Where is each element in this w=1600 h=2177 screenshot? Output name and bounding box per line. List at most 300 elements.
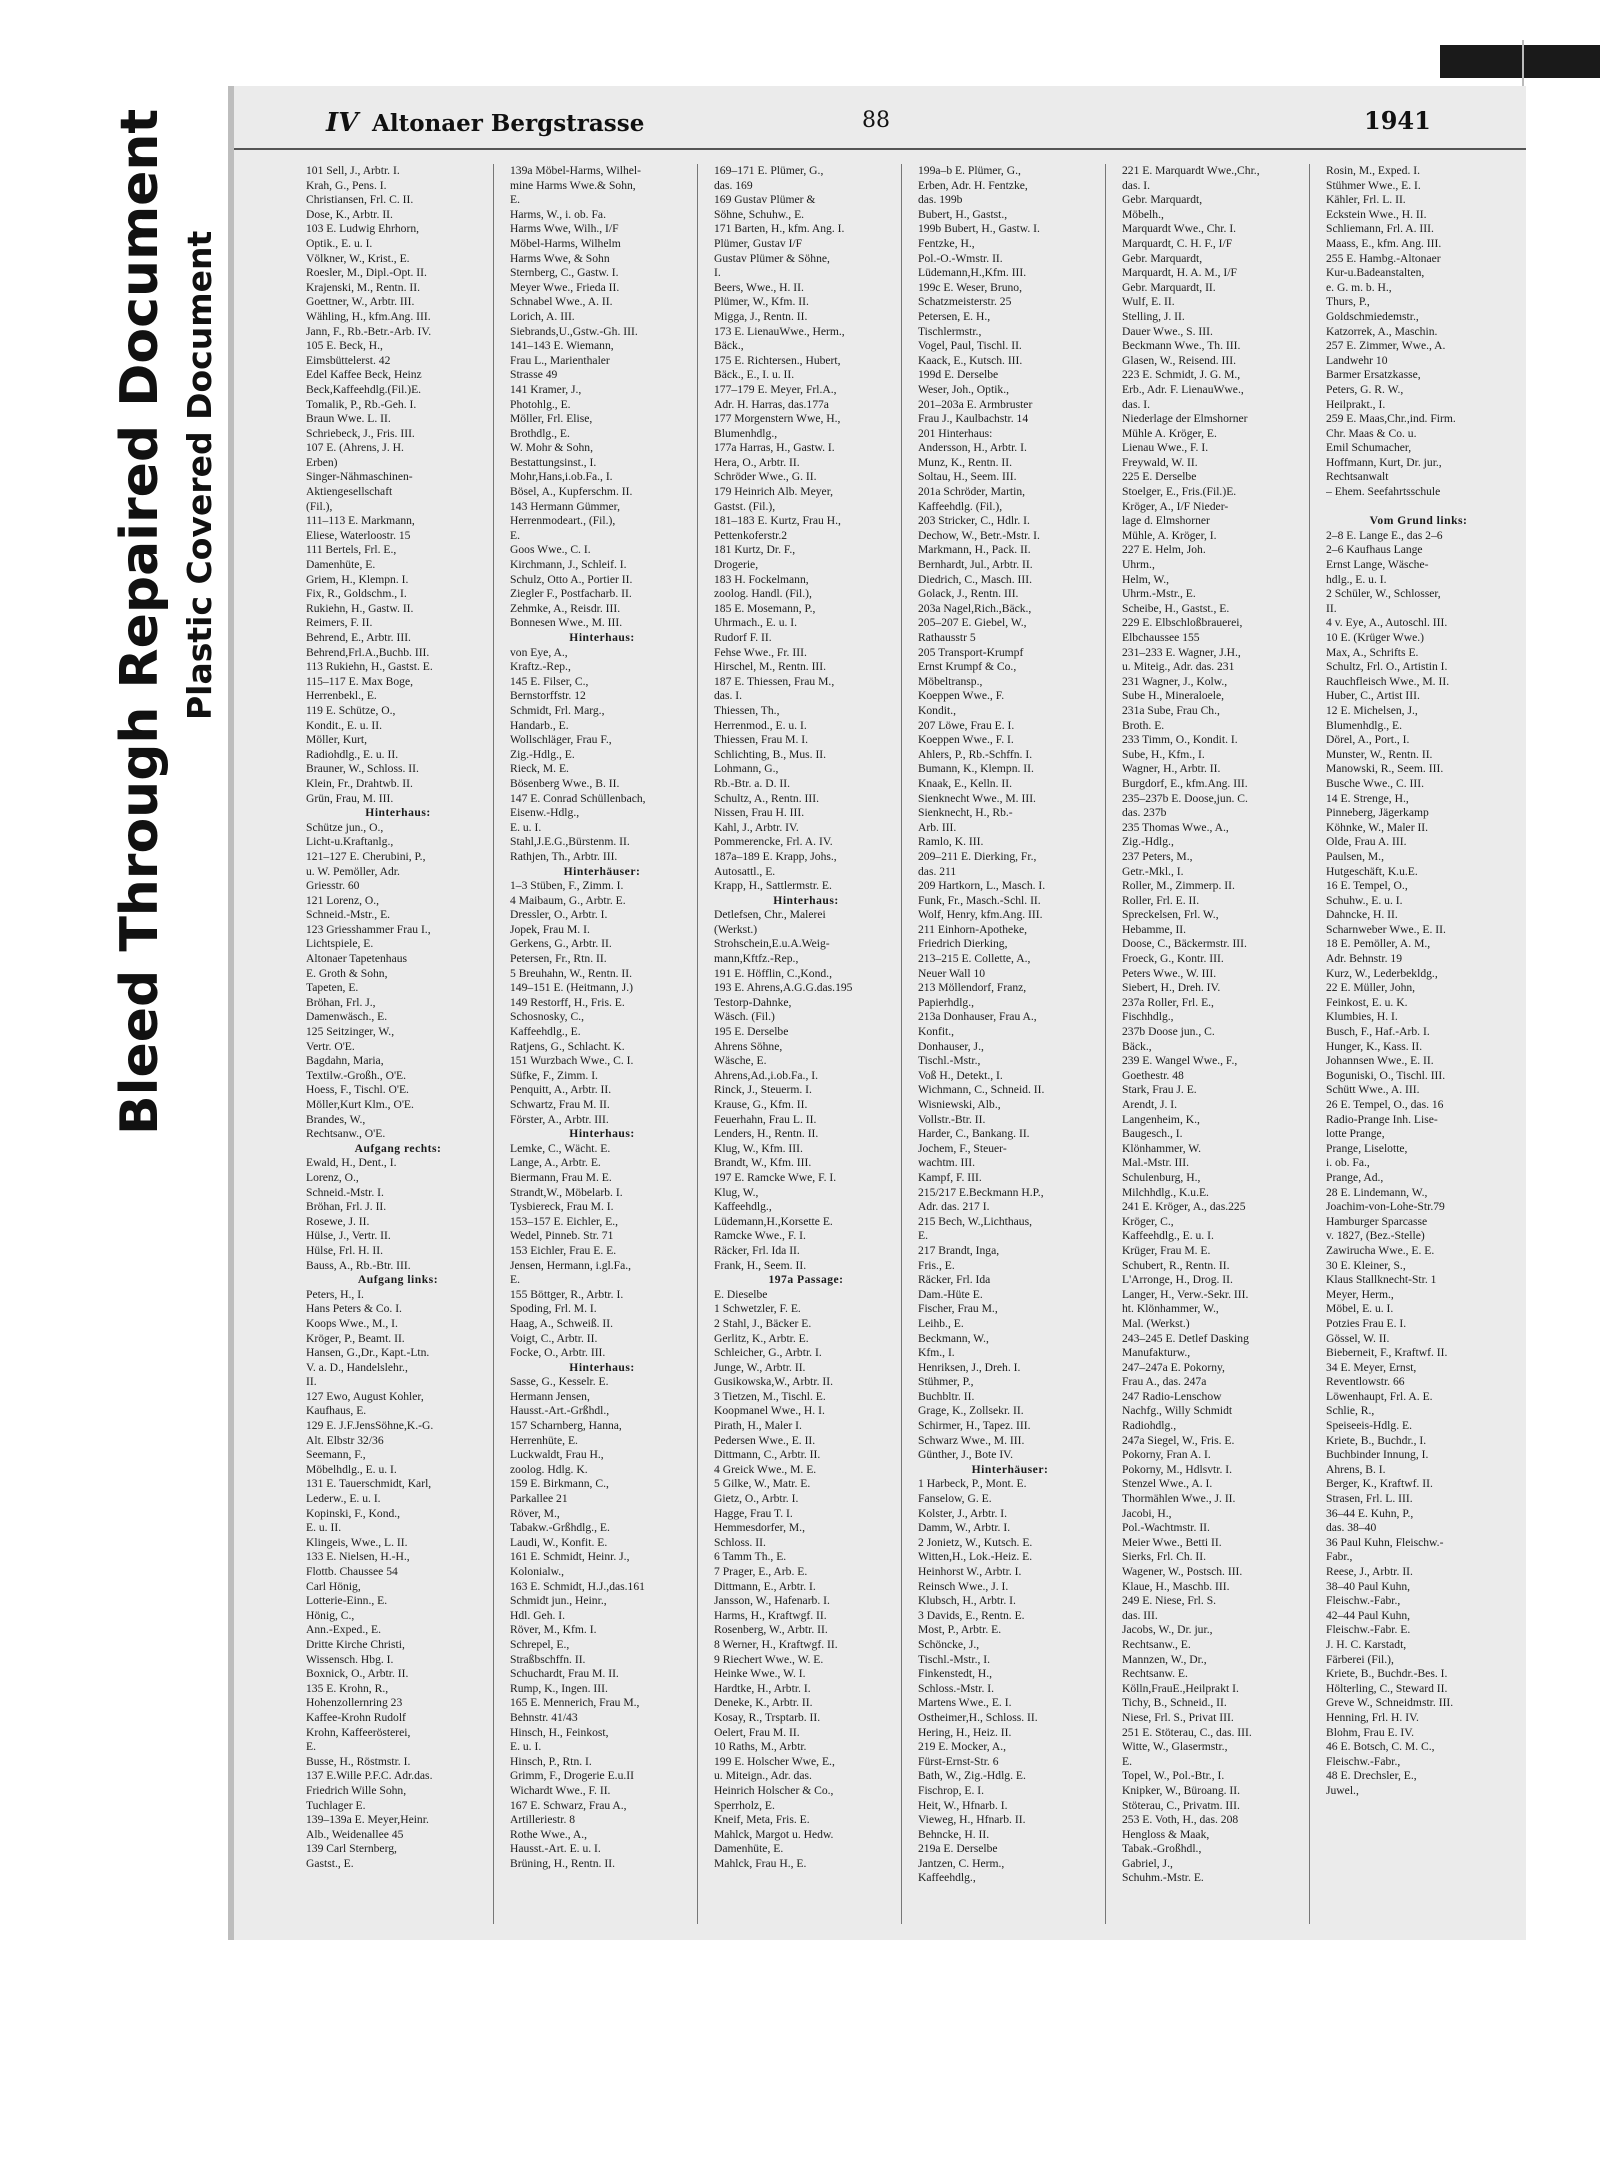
directory-entry: II. bbox=[306, 1375, 317, 1389]
directory-entry: 34 E. Meyer, Ernst, bbox=[1326, 1360, 1417, 1374]
directory-entry: Prange, Ad., bbox=[1326, 1170, 1384, 1184]
directory-entry: Mal.-Mstr. III. bbox=[1122, 1156, 1189, 1170]
directory-entry: Wisniewski, Alb., bbox=[918, 1098, 1001, 1111]
directory-entry: Arendt, J. I. bbox=[1122, 1098, 1178, 1111]
directory-entry: Peters Wwe., W. III. bbox=[1122, 966, 1217, 980]
directory-entry: Jensen, Hermann, i.gl.Fa., bbox=[510, 1258, 632, 1272]
directory-entry: Vom Grund links: bbox=[1369, 514, 1468, 528]
directory-entry: Koops Wwe., M., I. bbox=[306, 1316, 398, 1330]
directory-entry: Frau J., Kaulbachstr. 14 bbox=[918, 412, 1029, 426]
directory-entry: Fischer, Frau M., bbox=[918, 1302, 998, 1316]
directory-entry: Klaus Stallknecht-Str. 1 bbox=[1326, 1273, 1437, 1287]
directory-entry: Möller, Frl. Elise, bbox=[510, 412, 593, 426]
directory-entry: Tysbiereck, Frau M. I. bbox=[510, 1200, 614, 1214]
directory-entry: Hdl. Geh. I. bbox=[510, 1608, 566, 1622]
directory-entry: Hinterhäuser: bbox=[563, 864, 641, 878]
directory-entry: Artilleriestr. 8 bbox=[510, 1813, 576, 1827]
directory-entry: Hohenzollernring 23 bbox=[306, 1696, 403, 1710]
directory-entry: Dittmann, C., Arbtr. II. bbox=[714, 1448, 821, 1462]
directory-entry: Rechtsanwalt bbox=[1326, 470, 1389, 484]
directory-entry: Niederlage der Elmshorner bbox=[1122, 412, 1248, 426]
directory-entry: Fehse Wwe., Fr. III. bbox=[714, 645, 807, 659]
directory-entry: Rb.-Btr. a. D. II. bbox=[714, 776, 790, 790]
directory-entry: Bonnesen Wwe., M. III. bbox=[510, 616, 623, 630]
directory-entry: Eisenw.-Hdlg., bbox=[510, 806, 580, 820]
directory-entry: 155 Böttger, R., Arbtr. I. bbox=[510, 1287, 624, 1301]
directory-entry: Burgdorf, E., kfm.Ang. III. bbox=[1122, 776, 1248, 790]
directory-entry: 111 Bertels, Frl. E., bbox=[306, 543, 397, 557]
directory-entry: Tapeten, E. bbox=[306, 981, 359, 995]
directory-entry: Gabriel, J., bbox=[1122, 1856, 1173, 1870]
directory-entry: Schatzmeisterstr. 25 bbox=[918, 295, 1012, 309]
directory-entry: Sierks, Frl. Ch. II. bbox=[1122, 1550, 1207, 1564]
directory-entry: Bestattungsinst., I. bbox=[510, 455, 597, 469]
directory-entry: i. ob. Fa., bbox=[1326, 1156, 1370, 1170]
directory-entry: Kriete, B., Buchdr.-Bes. I. bbox=[1326, 1667, 1448, 1681]
directory-entry: Fris., E. bbox=[918, 1258, 955, 1272]
directory-entry: Hans Peters & Co. I. bbox=[306, 1302, 402, 1316]
directory-entry: Oelert, Frau M. II. bbox=[714, 1725, 800, 1739]
directory-entry: Henning, Frl. H. IV. bbox=[1326, 1710, 1419, 1724]
directory-entry: Damenhüte, E. bbox=[714, 1842, 784, 1856]
directory-entry: Diedrich, C., Masch. III. bbox=[918, 572, 1032, 586]
directory-entry: Kopinski, F., Kond., bbox=[306, 1506, 401, 1520]
directory-entry: Goos Wwe., C. I. bbox=[510, 543, 591, 557]
directory-entry: Klein, Fr., Drahtwb. II. bbox=[306, 776, 413, 790]
directory-entry: Hamburger Sparcasse bbox=[1326, 1214, 1428, 1228]
directory-entry: 231–233 E. Wagner, J.H., bbox=[1122, 645, 1241, 659]
directory-entry: 4 Maibaum, G., Arbtr. E. bbox=[510, 893, 626, 907]
directory-entry: Harder, C., Bankang. II. bbox=[918, 1127, 1030, 1141]
directory-entry: Zig.-Hdlg., E. bbox=[510, 747, 575, 761]
directory-entry: Prange, Liselotte, bbox=[1326, 1141, 1408, 1155]
directory-entry: Wichardt Wwe., F. II. bbox=[510, 1783, 611, 1797]
directory-entry: Buchbinder Innung, I. bbox=[1326, 1448, 1429, 1462]
directory-entry: 103 E. Ludwig Ehrhorn, bbox=[306, 222, 420, 236]
directory-entry: Kölln,FrauE.,Heilprakt I. bbox=[1122, 1681, 1239, 1695]
directory-entry: Hausst.-Art.-Grßhdl., bbox=[510, 1404, 610, 1418]
directory-entry: Klönhammer, W. bbox=[1122, 1141, 1202, 1155]
directory-entry: Ziegler F., Postfacharb. II. bbox=[510, 587, 632, 601]
directory-entry: Glasen, W., Reisend. III. bbox=[1122, 353, 1236, 367]
directory-entry: Tischl.-Mstr., I. bbox=[918, 1652, 991, 1666]
directory-entry: 253 E. Voth, H., das. 208 bbox=[1122, 1813, 1239, 1827]
directory-column-2 bbox=[510, 164, 698, 1924]
directory-entry: Bernstorffstr. 12 bbox=[510, 689, 586, 703]
directory-entry: Schrepel, E., bbox=[510, 1637, 570, 1651]
directory-entry: Koeppen Wwe., F. I. bbox=[918, 733, 1014, 747]
directory-entry: Behncke, H. II. bbox=[918, 1827, 990, 1841]
directory-entry: Harms, W., i. ob. Fa. bbox=[510, 207, 606, 221]
directory-entry: 233 Timm, O., Kondit. I. bbox=[1122, 733, 1238, 747]
directory-entry: Peters, G. R. W., bbox=[1326, 382, 1404, 396]
directory-entry: Fischhdlg., bbox=[1122, 1010, 1174, 1024]
directory-entry: 195 E. Derselbe bbox=[714, 1025, 789, 1039]
directory-entry: E. bbox=[1122, 1754, 1132, 1768]
directory-entry: Seemann, F., bbox=[306, 1448, 366, 1462]
directory-entry: Hardtke, H., Arbtr. I. bbox=[714, 1681, 811, 1695]
directory-entry: Licht-u.Kraftanlg., bbox=[306, 835, 394, 849]
directory-entry: Meyer Wwe., Frieda II. bbox=[510, 280, 620, 294]
directory-entry: Stühmer Wwe., E. I. bbox=[1326, 178, 1421, 192]
directory-entry: Adr. das. 217 I. bbox=[918, 1200, 990, 1214]
directory-entry: 10 Raths, M., Arbtr. bbox=[714, 1740, 807, 1754]
directory-entry: Sasse, G., Kesselr. E. bbox=[510, 1375, 609, 1389]
directory-entry: II. bbox=[1326, 601, 1337, 615]
directory-entry: 203 Stricker, C., Hdlr. I. bbox=[918, 514, 1030, 528]
directory-entry: 26 E. Tempel, O., das. 16 bbox=[1326, 1098, 1444, 1111]
directory-entry: Hinterhaus: bbox=[569, 631, 635, 644]
directory-entry: Ramlo, K. III. bbox=[918, 835, 984, 849]
directory-entry: Juwel., bbox=[1326, 1783, 1359, 1797]
directory-entry: Lorenz, O., bbox=[306, 1170, 359, 1184]
directory-entry: Barmer Ersatzkasse, bbox=[1326, 368, 1421, 382]
directory-entry: Kaffeehdlg., E. bbox=[510, 1025, 581, 1039]
directory-entry: 2 Schüler, W., Schlosser, bbox=[1326, 587, 1441, 601]
directory-entry: Herrenbekl., E. bbox=[306, 689, 377, 703]
directory-entry: 169 Gustav Plümer & bbox=[714, 193, 816, 207]
directory-entry: Pedersen Wwe., E. II. bbox=[714, 1433, 816, 1447]
directory-entry: 7 Prager, E., Arb. E. bbox=[714, 1565, 808, 1578]
directory-entry: Voß H., Detekt., I. bbox=[918, 1068, 1003, 1082]
directory-entry: 121–127 E. Cherubini, P., bbox=[306, 849, 426, 863]
directory-entry: Zawirucha Wwe., E. E. bbox=[1326, 1243, 1435, 1257]
directory-entry: Wähling, H., kfm.Ang. III. bbox=[306, 309, 431, 323]
directory-entry: lotte Prange, bbox=[1326, 1127, 1385, 1141]
directory-entry: Möller,Kurt Klm., O'E. bbox=[306, 1098, 414, 1111]
directory-entry: Hering, H., Heiz. II. bbox=[918, 1725, 1012, 1739]
directory-entry: 167 E. Schwarz, Frau A., bbox=[510, 1798, 627, 1812]
directory-entry: I. bbox=[714, 266, 721, 280]
directory-entry: 169–171 E. Plümer, G., bbox=[714, 164, 824, 177]
directory-entry: Rauchfleisch Wwe., M. II. bbox=[1326, 674, 1450, 688]
directory-entry: Gietz, O., Arbtr. I. bbox=[714, 1492, 799, 1506]
directory-entry: Frank, H., Seem. II. bbox=[714, 1258, 807, 1272]
directory-entry: Wäsch. (Fil.) bbox=[714, 1010, 775, 1024]
directory-entry: Siebrands,U.,Gstw.-Gh. III. bbox=[510, 324, 638, 338]
directory-entry: Hülse, J., Vertr. II. bbox=[306, 1229, 391, 1243]
directory-entry: Schmidt jun., Heinr., bbox=[510, 1594, 607, 1608]
directory-entry: Bernhardt, Jul., Arbtr. II. bbox=[918, 558, 1033, 572]
directory-entry: ht. Klönhammer, W., bbox=[1122, 1302, 1219, 1316]
directory-entry: Lienau Wwe., F. I. bbox=[1122, 441, 1209, 455]
directory-entry: Grage, K., Zollsekr. II. bbox=[918, 1404, 1024, 1418]
directory-entry: Söhne, Schuhw., E. bbox=[714, 207, 805, 221]
directory-entry: Kaffeehdlg. (Fil.), bbox=[918, 499, 1003, 513]
directory-entry: Blohm, Frau E. IV. bbox=[1326, 1725, 1415, 1739]
directory-entry: Vollstr.-Btr. II. bbox=[918, 1112, 986, 1126]
directory-entry: 215 Bech, W.,Lichthaus, bbox=[918, 1214, 1032, 1228]
directory-entry: 239 E. Wangel Wwe., F., bbox=[1122, 1054, 1238, 1068]
directory-entry: Sienknecht, H., Rb.- bbox=[918, 806, 1013, 820]
directory-entry: 207 Löwe, Frau E. I. bbox=[918, 718, 1015, 732]
directory-column-1 bbox=[306, 164, 494, 1924]
directory-entry: Kolonialw., bbox=[510, 1565, 564, 1578]
directory-entry: das. I. bbox=[1122, 397, 1151, 411]
directory-entry: 151 Wurzbach Wwe., C. I. bbox=[510, 1054, 634, 1068]
directory-entry: Potzies Frau E. I. bbox=[1326, 1316, 1407, 1330]
directory-entry: 46 E. Botsch, C. M. C., bbox=[1326, 1740, 1435, 1754]
directory-entry: 255 E. Hambg.-Altonaer bbox=[1326, 251, 1441, 265]
directory-entry: Ostheimer,H., Schloss. II. bbox=[918, 1710, 1038, 1724]
directory-entry: 175 E. Richtersen., Hubert, bbox=[714, 353, 841, 367]
directory-entry: Krause, G., Kfm. II. bbox=[714, 1098, 808, 1111]
directory-entry: Behnstr. 41/43 bbox=[510, 1710, 578, 1724]
directory-entry: 257 E. Zimmer, Wwe., A. bbox=[1326, 339, 1446, 353]
directory-entry: Gebr. Marquardt, bbox=[1122, 251, 1203, 265]
directory-entry: 1 Harbeck, P., Mont. E. bbox=[918, 1477, 1027, 1491]
directory-entry: Griem, H., Klempn. I. bbox=[306, 572, 409, 586]
directory-entry: 231a Sube, Frau Ch., bbox=[1122, 703, 1220, 717]
directory-entry: Tischl.-Mstr., bbox=[918, 1054, 981, 1068]
directory-entry: Krüger, Frau M. E. bbox=[1122, 1243, 1211, 1257]
directory-entry: Kaffeehdlg., E. u. I. bbox=[1122, 1229, 1214, 1243]
directory-entry: das. I. bbox=[714, 689, 743, 703]
directory-entry: 241 E. Kröger, A., das.225 bbox=[1122, 1200, 1246, 1214]
directory-entry: Kondit., E. u. II. bbox=[306, 718, 382, 732]
directory-entry: 225 E. Derselbe bbox=[1122, 470, 1197, 484]
directory-entry: 205 Transport-Krumpf bbox=[918, 645, 1024, 659]
directory-entry: Heinhorst W., Arbtr. I. bbox=[918, 1565, 1022, 1578]
directory-entry: Pettenkoferstr.2 bbox=[714, 528, 788, 542]
directory-entry: 153–157 E. Eichler, E., bbox=[510, 1214, 619, 1228]
directory-entry: Damenwäsch., E. bbox=[306, 1010, 388, 1024]
directory-entry: Straßbschffn. II. bbox=[510, 1652, 586, 1666]
directory-entry: 121 Lorenz, O., bbox=[306, 893, 380, 907]
directory-entry: Konfit., bbox=[918, 1025, 955, 1039]
directory-entry: Stöterau, C., Privatm. III. bbox=[1122, 1798, 1240, 1812]
directory-entry: Pokorny, Fran A. I. bbox=[1122, 1448, 1211, 1462]
directory-entry: Mahlck, Frau H., E. bbox=[714, 1856, 807, 1870]
directory-entry: Froeck, G., Kontr. III. bbox=[1122, 952, 1224, 966]
directory-entry: Munster, W., Rentn. II. bbox=[1326, 747, 1433, 761]
directory-entry: Tabak.-Großhdl., bbox=[1122, 1842, 1202, 1856]
directory-entry: Ewald, H., Dent., I. bbox=[306, 1156, 397, 1170]
directory-entry: Herrenhüte, E. bbox=[510, 1433, 578, 1447]
directory-entry: Frau A., das. 247a bbox=[1122, 1375, 1207, 1389]
directory-entry: Biermann, Frau M. E. bbox=[510, 1170, 612, 1184]
directory-entry: Lüdemann,H.,Kfm. III. bbox=[918, 266, 1027, 280]
directory-entry: Testorp-Dahnke, bbox=[714, 995, 792, 1009]
directory-entry: Hirschel, M., Rentn. III. bbox=[714, 660, 827, 674]
directory-entry: Photohlg., E. bbox=[510, 397, 571, 411]
directory-entry: Schloss. II. bbox=[714, 1535, 766, 1549]
directory-entry: 9 Riechert Wwe., W. E. bbox=[714, 1652, 824, 1666]
directory-entry: Kaffeehdlg., bbox=[918, 1871, 976, 1885]
directory-entry: 123 Griesshammer Frau I., bbox=[306, 922, 431, 936]
directory-entry: Kaffee-Krohn Rudolf bbox=[306, 1710, 406, 1724]
directory-entry: Vertr. O'E. bbox=[306, 1039, 355, 1053]
directory-entry: Tuchlager E. bbox=[306, 1798, 366, 1812]
directory-entry: Schuhw., E. u. I. bbox=[1326, 893, 1403, 907]
directory-entry: 139a Möbel-Harms, Wilhel- bbox=[510, 164, 642, 177]
directory-entry: 113 Rukiehn, H., Gastst. E. bbox=[306, 660, 433, 674]
directory-entry: Manowski, R., Seem. III. bbox=[1326, 762, 1444, 776]
directory-entry: Christiansen, Frl. C. II. bbox=[306, 193, 414, 207]
directory-entry: Boguniski, O., Tischl. III. bbox=[1326, 1068, 1446, 1082]
directory-entry: Neuer Wall 10 bbox=[918, 966, 986, 980]
directory-columns bbox=[306, 164, 1512, 1924]
directory-entry: Nachfg., Willy Schmidt bbox=[1122, 1404, 1233, 1418]
directory-entry: 213a Donhauser, Frau A., bbox=[918, 1010, 1037, 1024]
directory-entry: Räcker, Frl. Ida II. bbox=[714, 1243, 800, 1257]
directory-entry: Knipker, W., Büroang. II. bbox=[1122, 1783, 1241, 1797]
directory-entry: Ratjens, G., Schlacht. K. bbox=[510, 1039, 625, 1053]
directory-entry: Reese, J., Arbtr. II. bbox=[1326, 1565, 1413, 1578]
directory-entry: Vieweg, H., Hfnarb. II. bbox=[918, 1813, 1026, 1827]
directory-entry: 201 Hinterhaus: bbox=[918, 426, 993, 440]
directory-entry: Rieck, M. E. bbox=[510, 762, 569, 776]
directory-entry: Knaak, E., Kelln. II. bbox=[918, 776, 1013, 790]
directory-entry: Hinterhaus: bbox=[569, 1360, 635, 1374]
directory-entry: Krajenski, M., Rentn. II. bbox=[306, 280, 420, 294]
directory-entry: Scheibe, H., Gastst., E. bbox=[1122, 601, 1230, 615]
directory-entry: 111–113 E. Markmann, bbox=[306, 514, 415, 528]
directory-entry: Schlie, R., bbox=[1326, 1404, 1375, 1418]
directory-entry: Brothdlg., E. bbox=[510, 426, 570, 440]
directory-entry: Thiessen, Th., bbox=[714, 703, 780, 717]
directory-entry: Drogerie, bbox=[714, 558, 759, 572]
side-label-plastic-covered: Plastic Covered Document bbox=[180, 230, 219, 720]
directory-entry: 5 Breuhahn, W., Rentn. II. bbox=[510, 966, 633, 980]
directory-entry: 139–139a E. Meyer,Heinr. bbox=[306, 1813, 429, 1827]
directory-entry: Klingeis, Wwe., L. II. bbox=[306, 1535, 408, 1549]
directory-entry: 227 E. Helm, Joh. bbox=[1122, 543, 1206, 557]
directory-entry: 177–179 E. Meyer, Frl.A., bbox=[714, 382, 837, 396]
directory-entry: 247 Radio-Lenschow bbox=[1122, 1389, 1222, 1403]
directory-entry: das. III. bbox=[1122, 1608, 1158, 1622]
directory-entry: Autosattl., E. bbox=[714, 864, 776, 878]
directory-entry: Fleischw.-Fabr. E. bbox=[1326, 1623, 1411, 1637]
directory-entry: 129 E. J.F.JensSöhne,K.-G. bbox=[306, 1419, 434, 1433]
directory-entry: 115–117 E. Max Boge, bbox=[306, 674, 414, 688]
directory-entry: Wissensch. Hbg. I. bbox=[306, 1652, 394, 1666]
directory-entry: Koopmanel Wwe., H. I. bbox=[714, 1404, 825, 1418]
directory-entry: Thormählen Wwe., J. II. bbox=[1122, 1492, 1236, 1506]
directory-entry: Bauss, A., Rb.-Btr. III. bbox=[306, 1258, 411, 1272]
directory-entry: – Ehem. Seefahrtsschule bbox=[1326, 485, 1441, 499]
directory-entry: 201a Schröder, Martin, bbox=[918, 485, 1026, 499]
directory-entry: 223 E. Schmidt, J. G. M., bbox=[1122, 368, 1241, 382]
directory-entry: Stenzel Wwe., A. I. bbox=[1122, 1477, 1213, 1491]
directory-entry: 237b Doose jun., C. bbox=[1122, 1025, 1215, 1039]
directory-entry: Fleischw.-Fabr., bbox=[1326, 1594, 1401, 1608]
page-number: 88 bbox=[862, 108, 890, 133]
directory-entry: Blumenhdlg., E. bbox=[1326, 718, 1402, 732]
directory-entry: von Eye, A., bbox=[510, 645, 568, 659]
directory-entry: Jochem, F., Steuer- bbox=[918, 1141, 1007, 1155]
directory-entry: 4 Greick Wwe., M. E. bbox=[714, 1462, 817, 1476]
directory-entry: Behrend, E., Arbtr. III. bbox=[306, 631, 411, 644]
directory-entry: Pol.-Wachtmstr. II. bbox=[1122, 1521, 1210, 1535]
year-label: 1941 bbox=[1364, 106, 1431, 135]
directory-entry: Broth. E. bbox=[1122, 718, 1165, 732]
directory-entry: Zig.-Hdlg., bbox=[1122, 835, 1174, 849]
directory-entry: Mühle, A. Kröger, I. bbox=[1122, 528, 1217, 542]
directory-entry: das. 169 bbox=[714, 178, 753, 192]
directory-entry: Bäck., bbox=[1122, 1039, 1152, 1053]
directory-entry: 185 E. Mosemann, P., bbox=[714, 601, 816, 615]
directory-entry: Rosin, M., Exped. I. bbox=[1326, 164, 1421, 177]
directory-entry: Kröger, P., Beamt. II. bbox=[306, 1331, 405, 1345]
directory-entry: 149–151 E. (Heitmann, J.) bbox=[510, 981, 634, 995]
directory-entry: Harms, H., Kraftwgf. II. bbox=[714, 1608, 827, 1622]
directory-entry: Schloss.-Mstr. I. bbox=[918, 1681, 995, 1695]
directory-entry: 187 E. Thiessen, Frau M., bbox=[714, 674, 835, 688]
directory-entry: Herrenmodeart., (Fil.), bbox=[510, 514, 616, 528]
directory-entry: Bröhan, Frl. J. II. bbox=[306, 1200, 387, 1214]
directory-entry: Schultz, A., Rentn. III. bbox=[714, 791, 819, 805]
directory-entry: Rinck, J., Steuerm. I. bbox=[714, 1083, 812, 1097]
directory-entry: Ann.-Exped., E. bbox=[306, 1623, 382, 1637]
directory-entry: Funk, Fr., Masch.-Schl. II. bbox=[918, 893, 1041, 907]
directory-entry: Süfke, F., Zimm. I. bbox=[510, 1068, 598, 1082]
directory-entry: Spreckelsen, Frl. W., bbox=[1122, 908, 1219, 922]
directory-entry: 211 Einhorn-Apotheke, bbox=[918, 922, 1028, 936]
directory-entry: Hagge, Frau T. I. bbox=[714, 1506, 793, 1520]
directory-entry: Hermann Jensen, bbox=[510, 1389, 590, 1403]
directory-entry: Gastst., E. bbox=[306, 1856, 354, 1870]
directory-entry: Damm, W., Arbtr. I. bbox=[918, 1521, 1011, 1535]
directory-entry: 199b Bubert, H., Gastw. I. bbox=[918, 222, 1040, 236]
directory-entry: Wollschläger, Frau F., bbox=[510, 733, 612, 747]
directory-entry: Strasse 49 bbox=[510, 368, 558, 382]
directory-entry: Ahlers, P., Rb.-Schffn. I. bbox=[918, 747, 1033, 761]
directory-entry: Behrend,Frl.A.,Buchb. III. bbox=[306, 645, 430, 659]
directory-entry: Grün, Frau, M. III. bbox=[306, 791, 394, 805]
directory-entry: mine Harms Wwe.& Sohn, bbox=[510, 178, 636, 192]
directory-entry: Gusikowska,W., Arbtr. II. bbox=[714, 1375, 834, 1389]
directory-entry: Gerlitz, K., Arbtr. E. bbox=[714, 1331, 809, 1345]
directory-entry: Röver, M., bbox=[510, 1506, 560, 1520]
directory-entry: 209–211 E. Dierking, Fr., bbox=[918, 849, 1037, 863]
directory-entry: 181 Kurtz, Dr. F., bbox=[714, 543, 796, 557]
directory-entry: Pokorny, M., Hdlsvtr. I. bbox=[1122, 1462, 1233, 1476]
directory-entry: Scharnweber Wwe., E. II. bbox=[1326, 922, 1446, 936]
directory-entry: 6 Tamm Th., E. bbox=[714, 1550, 787, 1564]
directory-entry: Pol.-O.-Wmstr. II. bbox=[918, 251, 1003, 265]
directory-entry: 163 E. Schmidt, H.J.,das.161 bbox=[510, 1579, 645, 1593]
directory-entry: 231 Wagner, J., Kolw., bbox=[1122, 674, 1228, 688]
directory-entry: Strasen, Frl. L. III. bbox=[1326, 1492, 1413, 1506]
directory-entry: Hölterling, C., Steward II. bbox=[1326, 1681, 1448, 1695]
directory-column-3 bbox=[714, 164, 902, 1924]
directory-entry: Eckstein Wwe., H. II. bbox=[1326, 207, 1427, 221]
directory-entry: Brüning, H., Rentn. II. bbox=[510, 1856, 615, 1870]
directory-entry: Martens Wwe., E. I. bbox=[918, 1696, 1012, 1710]
directory-entry: Jopek, Frau M. I. bbox=[510, 922, 590, 936]
directory-entry: Marquardt Wwe., Chr. I. bbox=[1122, 222, 1237, 236]
directory-entry: Klumbies, H. I. bbox=[1326, 1010, 1398, 1024]
directory-entry: Eimsbüttelerst. 42 bbox=[306, 353, 391, 367]
directory-entry: Plümer, Gustav I/F bbox=[714, 236, 803, 250]
directory-entry: 191 E. Höfflin, C.,Kond., bbox=[714, 966, 832, 980]
directory-entry: Friedrich Wille Sohn, bbox=[306, 1783, 407, 1797]
directory-entry: 105 E. Beck, H., bbox=[306, 339, 383, 353]
directory-entry: Donhauser, J., bbox=[918, 1039, 984, 1053]
directory-entry: Jacobi, H., bbox=[1122, 1506, 1172, 1520]
directory-entry: Textilw.-Großh., O'E. bbox=[306, 1068, 407, 1082]
directory-entry: Blumenhdlg., bbox=[714, 426, 778, 440]
directory-entry: Focke, O., Arbtr. III. bbox=[510, 1346, 606, 1360]
directory-entry: Günther, J., Bote IV. bbox=[918, 1448, 1013, 1462]
directory-entry: 259 E. Maas,Chr.,ind. Firm. bbox=[1326, 412, 1456, 426]
directory-entry: Braun Wwe. L. II. bbox=[306, 412, 391, 426]
directory-entry: Hunger, K., Kass. II. bbox=[1326, 1039, 1423, 1053]
directory-entry: Kaffeehdlg., bbox=[714, 1200, 772, 1214]
directory-entry: 145 E. Filser, C., bbox=[510, 674, 589, 688]
directory-entry: Hebamme, II. bbox=[1122, 922, 1187, 936]
